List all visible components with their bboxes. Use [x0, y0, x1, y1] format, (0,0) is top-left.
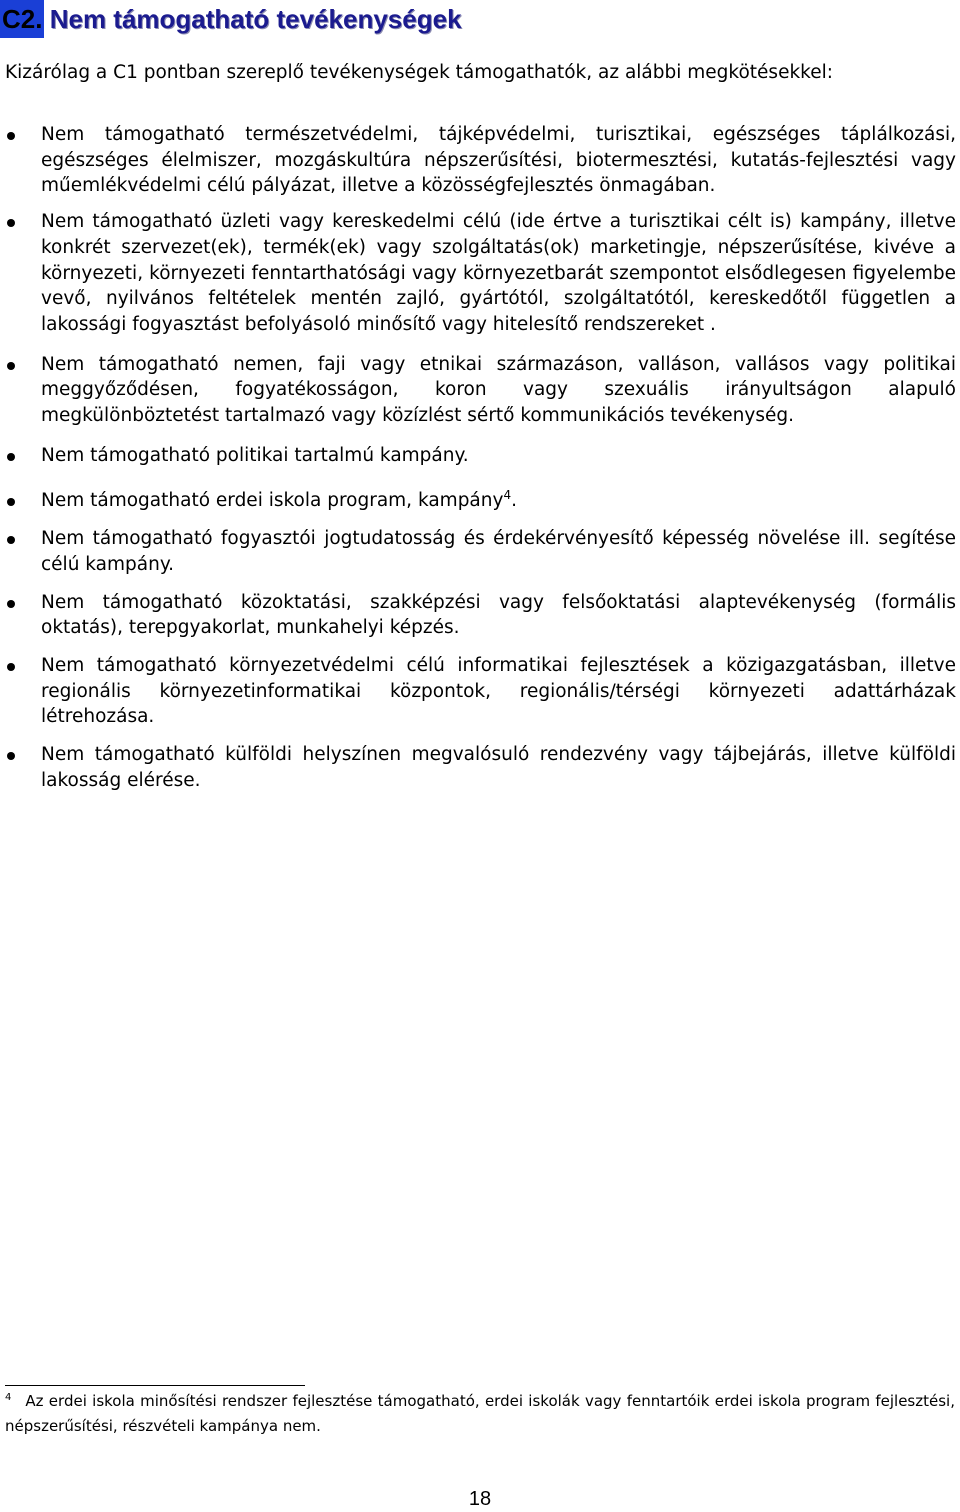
intro-paragraph: Kizárólag a C1 pontban szereplő tevékenységek támogathatók, az alábbi megkötésekkel:: [5, 62, 833, 83]
section-heading: [0, 0, 960, 38]
list-item: [0, 590, 960, 641]
footnote-text: Az erdei iskola minősítési rendszer fejlesztése támogatható, erdei iskolák vagy fenntartóik erdei iskola program fejlesztési, népszerűsítési, részvételi kampánya nem.: [5, 1392, 955, 1435]
list-item-text-end: .: [511, 490, 517, 512]
restriction-list: [0, 122, 960, 793]
list-item-text: Nem támogatható közoktatási, szakképzési vagy felsőoktatási alaptevékenység (formális oktatás), terepgyakorlat, munkahelyi képzés.: [41, 591, 956, 639]
list-item: [0, 526, 960, 577]
list-item: [0, 653, 960, 730]
bullet-icon: [7, 663, 15, 671]
list-item-text: Nem támogatható környezetvédelmi célú informatikai fejlesztések a közigazgatásban, illetve regionális környezetinformatikai központok, regionális/térségi környezeti adattárházak létrehozása.: [41, 654, 956, 728]
list-item: [0, 209, 960, 338]
list-item-text: Nem támogatható külföldi helyszínen megvalósuló rendezvény vagy tájbejárás, illetve külföldi lakosság elérése.: [41, 744, 956, 791]
list-item-text: Nem támogatható nemen, faji vagy etnikai származáson, valláson, vallásos vagy politikai meggyőződésen, fogyatékosságon, koron vagy szexuális irányultságon alapuló megkülönböztetést tartalmazó vagy közízlést sértő kommunikációs tevékenység.: [41, 353, 956, 427]
list-item: [0, 488, 960, 514]
section-title: [2, 3, 462, 35]
footnote-reference: 4: [503, 488, 512, 503]
footnote: [5, 1390, 955, 1437]
section-title-text: Nem támogatható tevékenységek: [49, 4, 462, 34]
bullet-icon: [7, 600, 15, 608]
list-item-text: Nem támogatható fogyasztói jogtudatosság és érdekérvényesítő képesség növelése ill. segítése célú kampány.: [41, 528, 956, 575]
list-item: [0, 352, 960, 429]
list-item-text: Nem támogatható természetvédelmi, tájképvédelmi, turisztikai, egészséges táplálkozási, egészséges élelmiszer, mozgáskultúra népszerűsítési, biotermesztési, kutatás-fejlesztési vagy műemlékvédelmi célú pályázat, illetve a közösségfejlesztés önmagában.: [41, 124, 956, 197]
footnote-mark: 4: [5, 1392, 12, 1403]
list-item: [0, 742, 960, 793]
bullet-icon: [7, 453, 15, 461]
bullet-icon: [7, 752, 15, 760]
bullet-icon: [7, 498, 15, 506]
list-item: [0, 122, 960, 199]
bullet-icon: [7, 219, 15, 227]
section-number: C2.: [2, 4, 43, 34]
bullet-icon: [7, 132, 15, 140]
list-item-text: Nem támogatható politikai tartalmú kampány.: [41, 444, 469, 466]
bullet-icon: [7, 362, 15, 370]
footnote-separator: [5, 1385, 305, 1386]
list-item-text: Nem támogatható erdei iskola program, kampány: [41, 490, 504, 512]
bullet-icon: [7, 536, 15, 544]
page-number: 18: [468, 1488, 492, 1510]
list-item: [0, 443, 960, 469]
list-item-text: Nem támogatható üzleti vagy kereskedelmi célú (ide értve a turisztikai célt is) kampány, illetve konkrét szervezet(ek), termék(ek) vagy szolgáltatás(ok) marketingje, népszerűsítése, kivéve a környezeti, környezeti fenntarthatósági vagy környezetbarát szempontot elsődlegesen figyelembe vevő, nyilvános feltételek mentén zajló, gyártótól, szolgáltatótól, kereskedőtől független a lakossági fogyasztást befolyásoló minősítő vagy hitelesítő rendszereket .: [41, 211, 956, 335]
